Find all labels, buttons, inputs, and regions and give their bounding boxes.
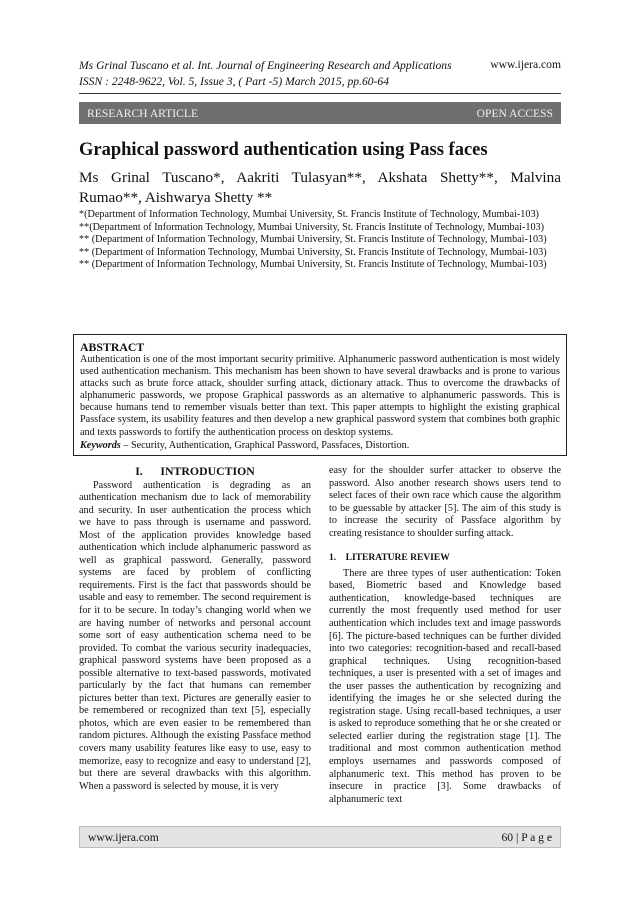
- affiliation-list: [79, 209, 561, 272]
- paper-title: Graphical password authentication using Pass faces: [79, 140, 488, 160]
- affiliation-item: ** (Department of Information Technology, Mumbai University, St. Francis Institute of Technology, Mumbai-103): [79, 246, 547, 258]
- literature-review-heading: 1. LITERATURE REVIEW: [329, 553, 450, 564]
- abstract-box: [73, 334, 567, 456]
- affiliation-item: ** (Department of Information Technology, Mumbai University, St. Francis Institute of Technology, Mumbai-103): [79, 234, 547, 246]
- abstract-text: Authentication is one of the most important security primitive. Alphanumeric password authentication is most widely used authentication mechanism. This mechanism has been shown to have several drawbacks and is prone to various attacks such as brute force attack, shoulder surfing attack, dictionary attack. Thus to overcome the drawbacks of alphanumeric passwords, we propose Graphical passwords as an alternative to alphanumeric passwords. This is because humans tend to remember visuals better than text. This paper attempts to highlight the existing graphical Passface system, its usability features and then develop a new graphical password system that combines both graphic and texts passwords to fortify the authentication process on desktop systems.: [80, 354, 560, 438]
- introduction-heading: I. INTRODUCTION: [135, 464, 255, 478]
- affiliation-item: *(Department of Information Technology, Mumbai University, St. Francis Institute of Technology, Mumbai-103): [79, 209, 539, 220]
- left-column: [79, 465, 311, 793]
- journal-header: [79, 58, 561, 90]
- header-divider: [79, 93, 561, 94]
- author-list: Ms Grinal Tuscano*, Aakriti Tulasyan**, Akshata Shetty**, Malvina Rumao**, Aishwarya Shetty **: [79, 169, 561, 206]
- literature-review-text: There are three types of user authentication: Token based, Biometric based and Knowledge based authentication, knowledge-based techniques are currently the most frequently used method for user authentication which includes text and image passwords [6]. The picture-based techniques can be further divided into two categories: recognition-based and recall-based graphical techniques. Using recognition-based techniques, a user is presented with a set of images and the user passes the authentication by recognizing and identifying the images he or she selected during the registration stage. Using recall-based techniques, a user is asked to reproduce something that he or she created or selected earlier during the registration stage [1]. The traditional and most common authentication method employs usernames and passwords composed of alphanumeric text. This method has proven to be insecure in practice [3]. Some drawbacks of alphanumeric text: [329, 567, 561, 805]
- affiliation-item: **(Department of Information Technology, Mumbai University, St. Francis Institute of Technology, Mumbai-103): [79, 221, 545, 233]
- journal-url[interactable]: www.ijera.com: [490, 58, 561, 71]
- right-paragraph-1: easy for the shoulder surfer attacker to observe the password. Also another research shows users tend to select faces of their own race which cause the algorithm to be guessable by attacker [5]. The aim of this study is to increase the security of Passface algorithm by creating resistance to shoulder surfing attack.: [329, 465, 561, 539]
- right-column: [329, 465, 561, 806]
- keywords-line: [80, 439, 560, 452]
- page-footer: [79, 826, 561, 848]
- research-article-label: RESEARCH ARTICLE: [87, 106, 199, 120]
- open-access-label: OPEN ACCESS: [476, 106, 553, 120]
- keywords-label: Keywords: [80, 439, 121, 451]
- introduction-text: Password authentication is degrading as an authentication mechanism due to lack of memorability and security. In user authentication the process which we have to pass through is username and password. Most of the application provides knowledge based authentication which include alphanumeric password as well as graphical password. Generally, password systems are faced by problem of conflicting requirements. First is the fact that passwords should be usable and easy to remember. The second requirement is for it to be secure. In today’s changing world when we are having number of networks and personal account some sort of easy authentication schema need to be provided. To combat the various security inadequacies, graphical password systems have been proposed as a possible alternative to text-based passwords, motivated particularly by the fact that humans can remember pictures better than text. Pictures are generally easier to be remembered or recognized than text [5], especially photos, which are even easier to be remembered than random pictures. Although the existing Passface method covers many usability features like easy to use, easy to memorize, easy to recognize and easy to understand [2], but there are several drawbacks with this algorithm. When a password is selected by mouse, it is very: [79, 479, 311, 792]
- footer-url[interactable]: www.ijera.com: [88, 830, 159, 844]
- keywords-list: – Security, Authentication, Graphical Password, Passfaces, Distortion.: [120, 439, 410, 451]
- page-number: 60 | P a g e: [501, 830, 552, 844]
- affiliation-item: ** (Department of Information Technology, Mumbai University, St. Francis Institute of Technology, Mumbai-103): [79, 259, 547, 271]
- abstract-heading: ABSTRACT: [80, 340, 145, 354]
- journal-issn: ISSN : 2248-9622, Vol. 5, Issue 3, ( Part -5) March 2015, pp.60-64: [79, 75, 389, 88]
- article-banner: [79, 102, 561, 124]
- journal-citation: Ms Grinal Tuscano et al. Int. Journal of Engineering Research and Applications: [79, 59, 452, 72]
